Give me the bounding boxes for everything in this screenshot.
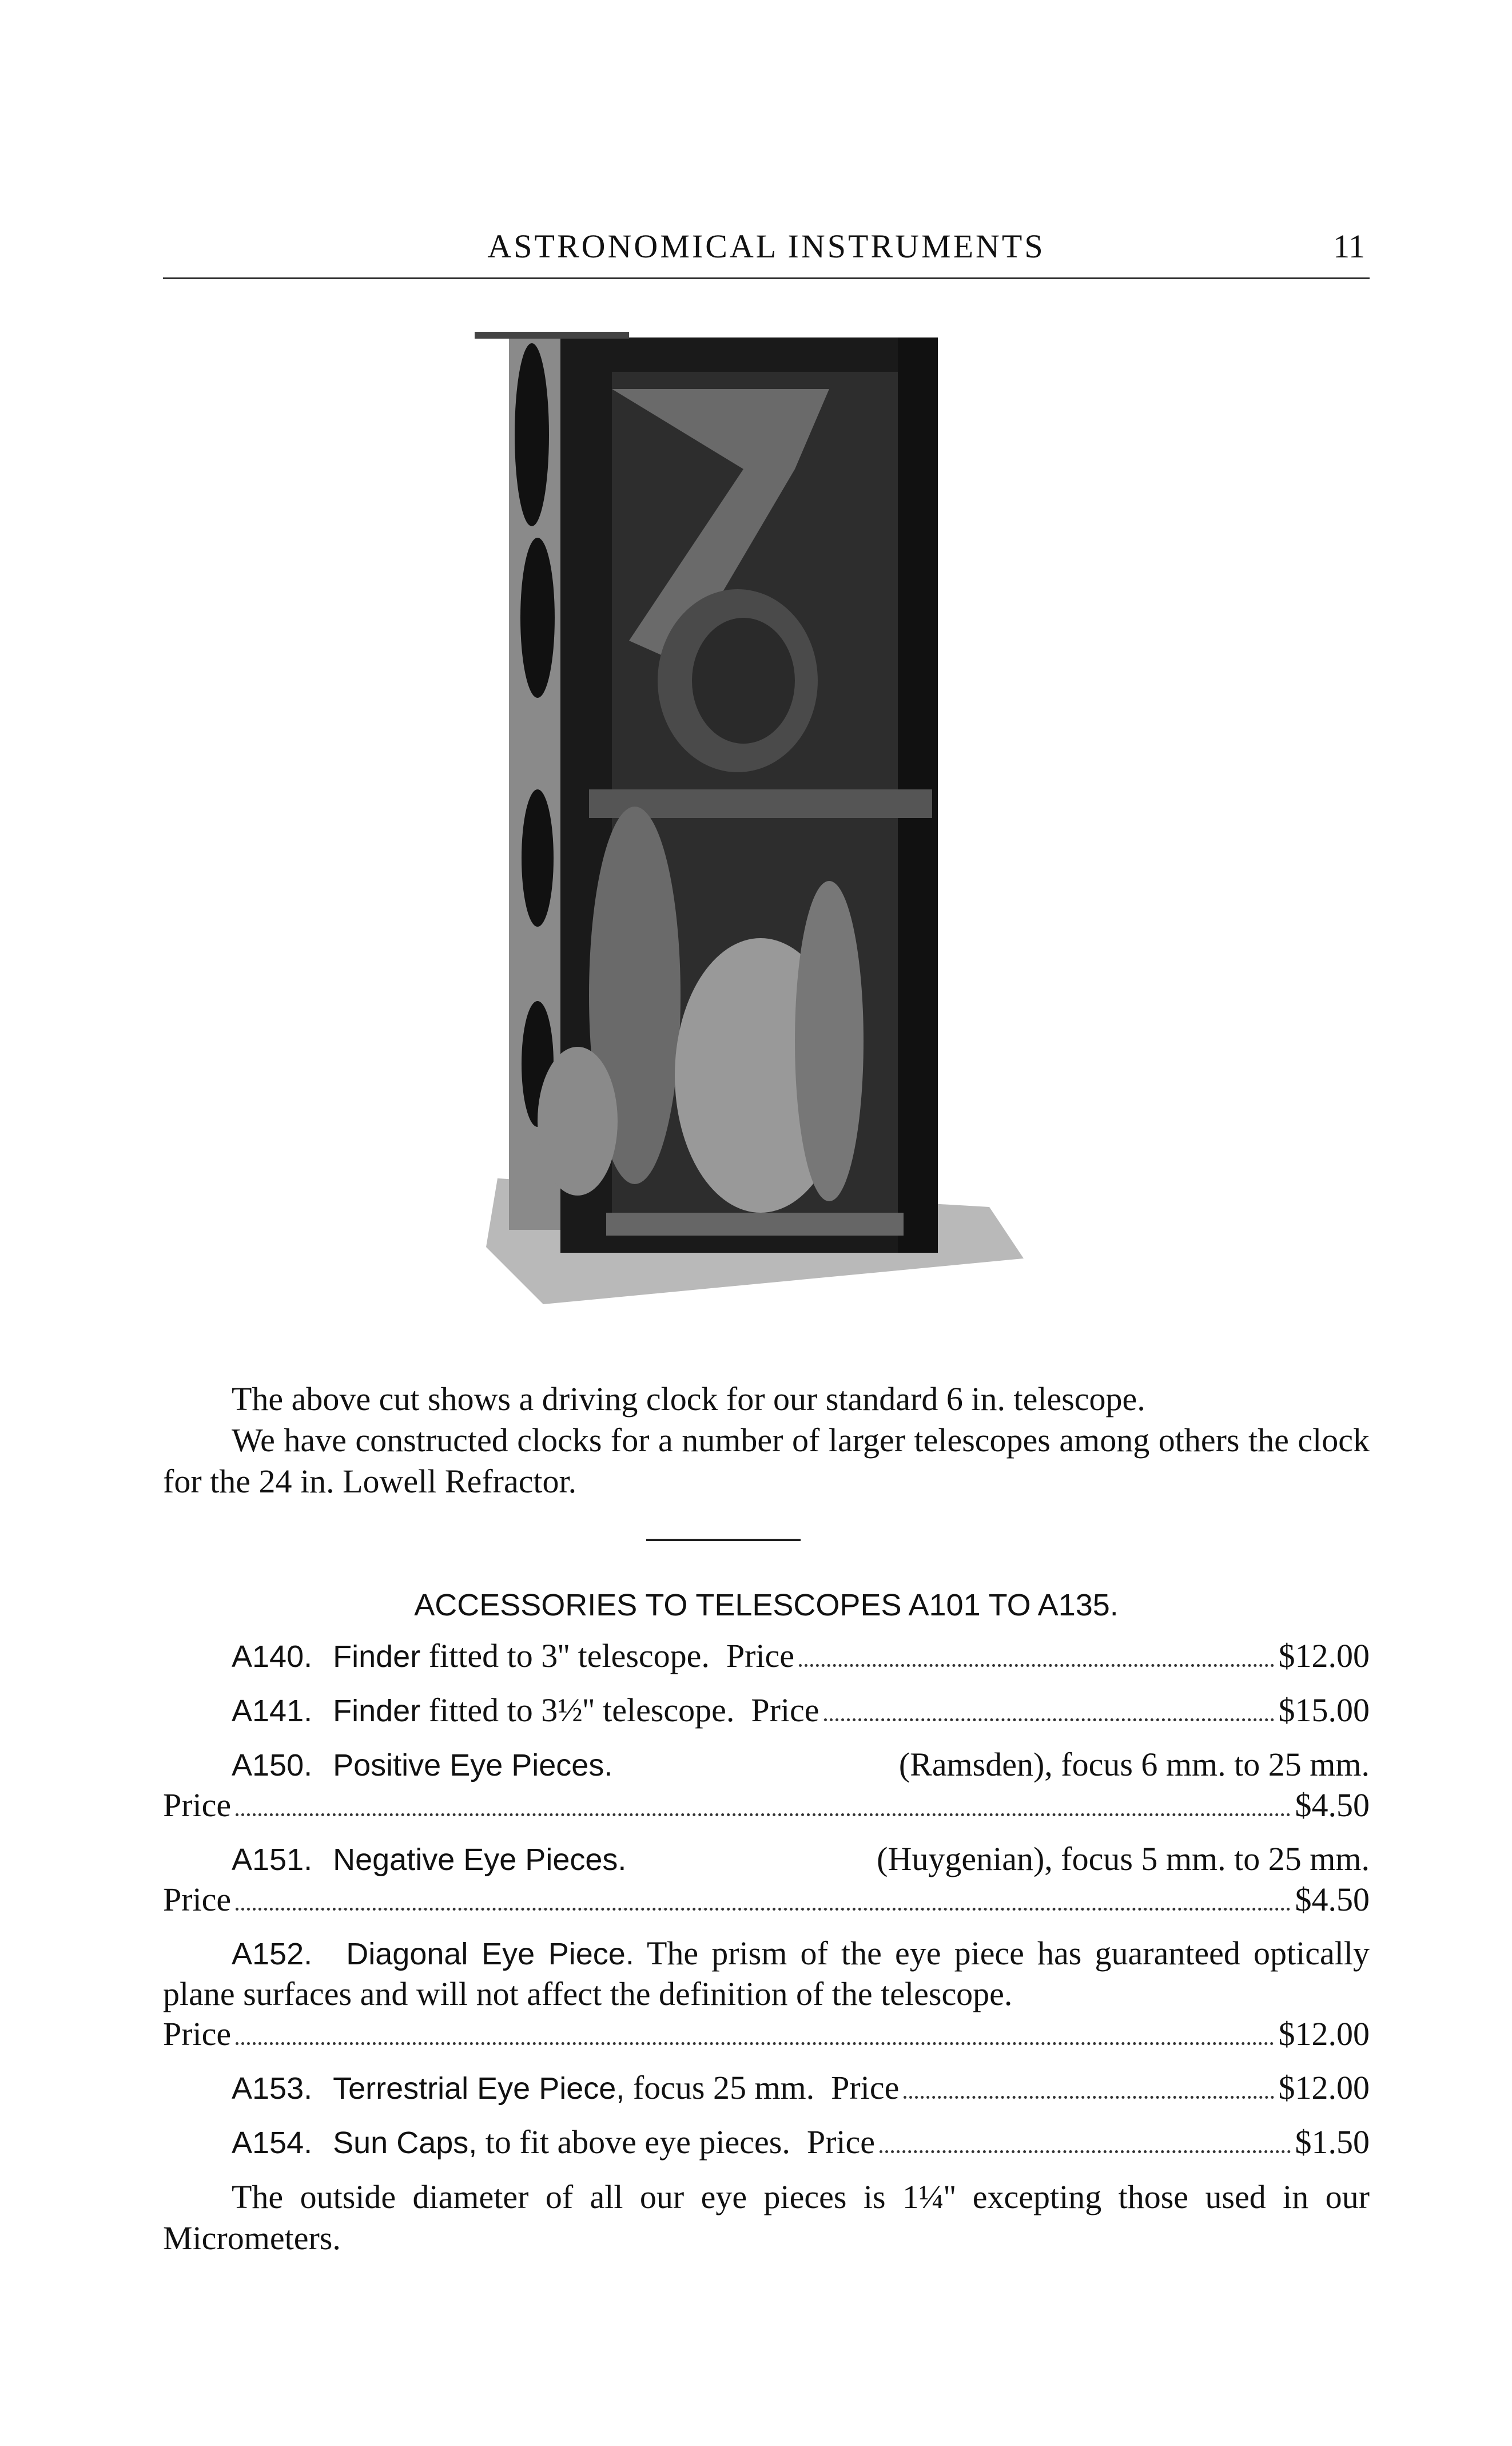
- price-label: Price: [831, 2069, 900, 2106]
- running-header: [163, 220, 1370, 279]
- item-code: A140.: [232, 1639, 313, 1674]
- dot-leader: [236, 2042, 1274, 2045]
- item-description: (Ramsden), focus 6 mm. to 25 mm.: [898, 1746, 1370, 1783]
- running-title: ASTRONOMICAL INSTRUMENTS: [487, 228, 1045, 265]
- list-item: [163, 1745, 1370, 1825]
- list-item: [163, 2068, 1370, 2109]
- item-code: A153.: [232, 2071, 313, 2106]
- dot-leader: [904, 2096, 1274, 2099]
- item-name: Finder: [333, 1694, 421, 1728]
- item-price: $12.00: [1278, 2069, 1370, 2106]
- price-label: Price: [726, 1637, 795, 1674]
- item-name: Terrestrial Eye Piece,: [333, 2071, 625, 2106]
- accessory-list: [163, 1636, 1370, 2259]
- item-price: $1.50: [1295, 2123, 1370, 2161]
- price-label: Price: [163, 1786, 232, 1824]
- item-price: $4.50: [1295, 1881, 1370, 1918]
- item-description: focus 25 mm.: [632, 2069, 815, 2106]
- price-label: Price: [806, 2123, 875, 2161]
- driving-clock-photo: [475, 320, 1024, 1344]
- dot-leader: [824, 1718, 1274, 1721]
- page-number: 11: [1333, 228, 1365, 265]
- list-item: [163, 2122, 1370, 2163]
- item-price: $15.00: [1278, 1691, 1370, 1729]
- price-label: Price: [163, 1881, 232, 1918]
- caption-line-2: We have constructed clocks for a number of larger telescopes among others the clock for the 24 in. Lowell Refractor.: [163, 1421, 1370, 1500]
- item-description: (Huygenian), focus 5 mm. to 25 mm.: [877, 1840, 1370, 1877]
- item-name: Positive Eye Pieces.: [333, 1748, 613, 1782]
- item-code: A152.: [232, 1937, 313, 1971]
- item-code: A151.: [232, 1843, 313, 1877]
- item-price: $4.50: [1295, 1786, 1370, 1824]
- section-title: ACCESSORIES TO TELESCOPES A101 TO A135.: [414, 1588, 1119, 1622]
- item-price: $12.00: [1278, 1637, 1370, 1674]
- item-name: Negative Eye Pieces.: [333, 1843, 627, 1877]
- item-code: A150.: [232, 1748, 313, 1782]
- item-code: A154.: [232, 2126, 313, 2160]
- item-description: to fit above eye pieces.: [485, 2123, 790, 2161]
- dot-leader: [880, 2150, 1291, 2153]
- item-price: $12.00: [1278, 2015, 1370, 2052]
- list-item: [163, 1690, 1370, 1731]
- list-item: [163, 1839, 1370, 1920]
- dot-leader: [236, 1813, 1290, 1816]
- photo-caption: [163, 1379, 1370, 1502]
- item-name: Finder: [333, 1639, 421, 1674]
- section-divider: [646, 1539, 801, 1541]
- price-label: Price: [163, 2015, 232, 2052]
- item-name: Sun Caps,: [333, 2126, 478, 2160]
- dot-leader: [799, 1664, 1274, 1667]
- caption-line-1: The above cut shows a driving clock for our standard 6 in. telescope.: [232, 1380, 1145, 1417]
- list-item: [163, 1933, 1370, 2054]
- eye-piece-note: The outside diameter of all our eye pieces is 1¼'' excepting those used in our Micrometers.: [163, 2178, 1370, 2257]
- item-description: fitted to 3'' telescope.: [428, 1637, 710, 1674]
- price-label: Price: [751, 1691, 819, 1729]
- list-item: [163, 1636, 1370, 1677]
- item-description: fitted to 3½'' telescope.: [428, 1691, 735, 1729]
- dot-leader: [236, 1908, 1290, 1911]
- item-name: Diagonal Eye Piece.: [346, 1937, 634, 1971]
- item-code: A141.: [232, 1694, 313, 1728]
- item-description: The prism of the eye piece has guaranteed optically plane surfaces and will not affect the definition of the telescope.: [163, 1935, 1370, 2012]
